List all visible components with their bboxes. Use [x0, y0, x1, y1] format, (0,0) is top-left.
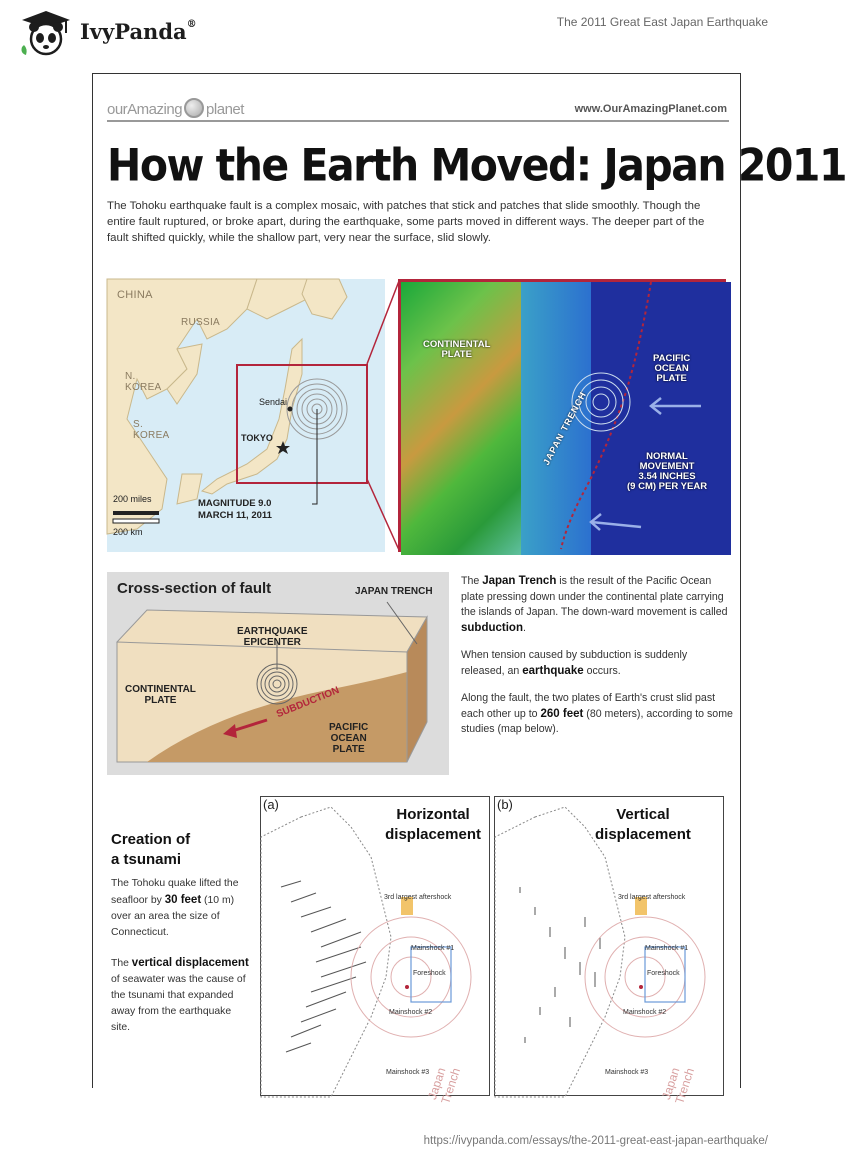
panel-b-aftershock-label: 3rd largest aftershock — [618, 894, 686, 901]
scale-km: 200 km — [113, 527, 143, 537]
panel-b-mainshock2-label: Mainshock #2 — [623, 1009, 667, 1016]
vertical-displacement-panel — [494, 796, 724, 1106]
globe-icon — [184, 98, 204, 118]
panel-b-foreshock-label: Foreshock — [647, 970, 680, 977]
fault-cross-section — [107, 572, 449, 775]
subduction-label: SUBDUCTION — [275, 685, 341, 721]
tokyo-label: TOKYO — [241, 433, 273, 443]
magnitude-label: MAGNITUDE 9.0 MARCH 11, 2011 — [198, 498, 272, 521]
continental-plate-label: CONTINENTAL PLATE — [423, 339, 491, 360]
xsec-pacific-label: PACIFIC OCEAN PLATE — [329, 722, 369, 755]
poster-source-url: www.OurAmazingPlanet.com — [574, 103, 727, 115]
japan-trench-paragraph: The Japan Trench is the result of the Pacific Ocean plate pressing down under the continental plate carrying the islands of Japan. The down-ward movement is called subduction. — [461, 575, 728, 634]
russia-label: RUSSIA — [181, 317, 221, 328]
scale-miles: 200 miles — [113, 494, 152, 504]
poster-intro: The Tohoku earthquake fault is a complex mosaic, with patches that stick and patches that slide smoothly. Though the entire fault ruptured, or broke apart, during the earthquake, some parts moved in different ways. The deeper part of the fault shifted quickly, while the shallow part, very near the surface, slid slowly. — [107, 200, 705, 244]
panel-b-title: Vertical displacement — [595, 806, 691, 843]
tsunami-title: Creation of a tsunami — [111, 831, 191, 868]
cross-section-explanation — [461, 574, 733, 750]
earthquake-paragraph: When tension caused by subduction is suddenly released, an earthquake occurs. — [461, 649, 688, 677]
china-label: CHINA — [117, 289, 153, 301]
pacific-plate-label: PACIFIC OCEAN PLATE — [653, 353, 691, 384]
panel-a-mainshock1-label: Mainshock #1 — [411, 945, 455, 952]
infographic-poster — [92, 73, 846, 1106]
zoom-connector — [363, 279, 403, 552]
japan-trench-label: JAPAN TRENCH — [541, 389, 589, 467]
tsunami-explanation — [111, 876, 251, 1050]
panel-a-mainshock2-label: Mainshock #2 — [389, 1009, 433, 1016]
epicenter-label: EARTHQUAKE EPICENTER — [237, 626, 308, 648]
panel-b-tag: (b) — [497, 797, 513, 812]
xsec-japan-trench-label: JAPAN TRENCH — [355, 586, 433, 597]
panel-a-trench-label: Japan Trench — [425, 1065, 464, 1106]
document-title: The 2011 Great East Japan Earthquake — [556, 15, 768, 29]
normal-movement-label: NORMAL MOVEMENT 3.54 INCHES (9 CM) PER YEAR — [627, 451, 708, 492]
topographic-relief-map — [398, 279, 726, 552]
fault-slip-paragraph: Along the fault, the two plates of Earth's crust slid past each other up to 260 feet (80 meters), according to some studies (map below). — [461, 692, 733, 735]
panel-a-foreshock-label: Foreshock — [413, 970, 446, 977]
relief-overlay — [401, 282, 723, 549]
xsec-continental-label: CONTINENTAL PLATE — [125, 684, 196, 706]
site-header — [0, 0, 800, 60]
panel-a-aftershock-label: 3rd largest aftershock — [384, 894, 452, 901]
panel-a-mainshock3-label: Mainshock #3 — [386, 1069, 430, 1076]
south-korea-label: S. KOREA — [133, 419, 170, 441]
sendai-label: Sendai — [259, 397, 288, 407]
north-korea-label: N. KOREA — [125, 371, 162, 393]
panel-b-trench-label: Japan Trench — [659, 1065, 698, 1106]
ouramazingplanet-logo: ourAmazing planet — [107, 100, 244, 120]
panel-a-title: Horizontal displacement — [385, 806, 481, 843]
panel-b-mainshock1-label: Mainshock #1 — [645, 945, 689, 952]
cross-section-title: Cross-section of fault — [117, 580, 272, 597]
horizontal-displacement-panel — [260, 796, 490, 1106]
vertical-displacement-paragraph: The vertical displacement of seawater was the cause of the tsunami that expanded away from the earthquake site. — [111, 957, 249, 1033]
cross-section-graphic — [107, 572, 449, 775]
poster-header — [107, 96, 729, 122]
ivypanda-logo-icon[interactable] — [18, 9, 74, 57]
brand-name[interactable]: IvyPanda® — [80, 19, 197, 44]
panel-a-tag: (a) — [263, 797, 279, 812]
panel-b-mainshock3-label: Mainshock #3 — [605, 1069, 649, 1076]
poster-title: How the Earth Moved: Japan 2011 — [107, 139, 846, 192]
seafloor-paragraph: The Tohoku quake lifted the seafloor by 30 feet (10 m) over an area the size of Connecticut. — [111, 878, 239, 938]
footer-source-url[interactable]: https://ivypanda.com/essays/the-2011-great-east-japan-earthquake/ — [423, 1135, 768, 1147]
